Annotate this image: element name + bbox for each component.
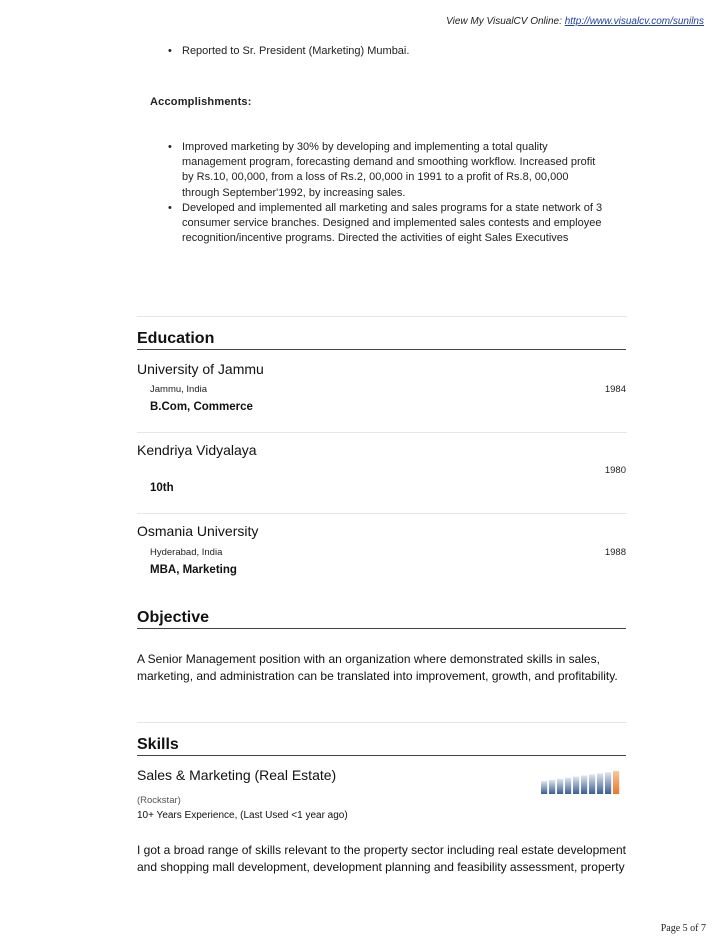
education-heading: Education [137,330,626,350]
skill-level-bar [565,778,571,794]
skill-level-meter [541,770,625,794]
visualcv-link[interactable]: http://www.visualcv.com/sunilns [564,16,704,27]
accomplishments-list [168,140,608,246]
skill-level-label: (Rockstar) [137,795,181,806]
skill-level-bar [589,774,595,794]
list-item: • Improved marketing by 30% by developing and implementing a total quality management program, forecasting demand and smoothing workflow. Increased profit by Rs.10, 00,000, from a loss of Rs.2, 00,000 in 1991 to a profit of Rs.8, 00,000 through September'1992, by increasing sales. [168,140,608,201]
school-name: Osmania University [137,523,259,539]
school-location: Hyderabad, India [150,547,223,558]
school-year: 1988 [604,547,626,558]
visualcv-header [446,16,704,27]
skill-level-bar [549,780,555,794]
objective-heading: Objective [137,609,626,629]
skill-level-bar [613,771,619,794]
header-prefix: View My VisualCV Online: [446,16,565,27]
school-name: Kendriya Vidyalaya [137,442,257,458]
experience-bullets [168,44,608,59]
school-year: 1980 [604,465,626,476]
degree: MBA, Marketing [150,564,237,576]
skill-level-bar [605,772,611,794]
school-year: 1984 [604,384,626,395]
page-number: Page 5 of 7 [660,923,706,934]
skill-level-bar [557,779,563,794]
section-divider [137,316,627,317]
skill-experience: 10+ Years Experience, (Last Used <1 year ago) [137,810,348,821]
skill-level-bar [541,781,547,794]
skill-level-bar [573,777,579,794]
objective-text: A Senior Management position with an organization where demonstrated skills in sales, marketing, and administration can be translated into improvement, growth, and profitability. [137,652,618,683]
list-item: • Developed and implemented all marketing and sales programs for a state network of 3 consumer service branches. Designed and implemented sales contests and employee recognition/incentive programs. Directed the activities of eight Sales Executives [168,201,608,247]
skill-level-bar [597,773,603,794]
skill-description: I got a broad range of skills relevant to the property sector including real estate development and shopping mall development, development planning and feasibility assessment, property [137,843,626,874]
skills-heading: Skills [137,736,626,756]
skill-level-bar [581,776,587,795]
degree: 10th [150,482,174,494]
list-item: • Reported to Sr. President (Marketing) Mumbai. [168,44,608,59]
skill-name: Sales & Marketing (Real Estate) [137,767,337,783]
entry-divider [137,432,627,433]
school-location: Jammu, India [150,384,208,395]
entry-divider [137,513,627,514]
degree: B.Com, Commerce [150,401,253,413]
accomplishments-heading: Accomplishments: [150,96,252,108]
school-name: University of Jammu [137,361,264,377]
section-divider [137,722,627,723]
